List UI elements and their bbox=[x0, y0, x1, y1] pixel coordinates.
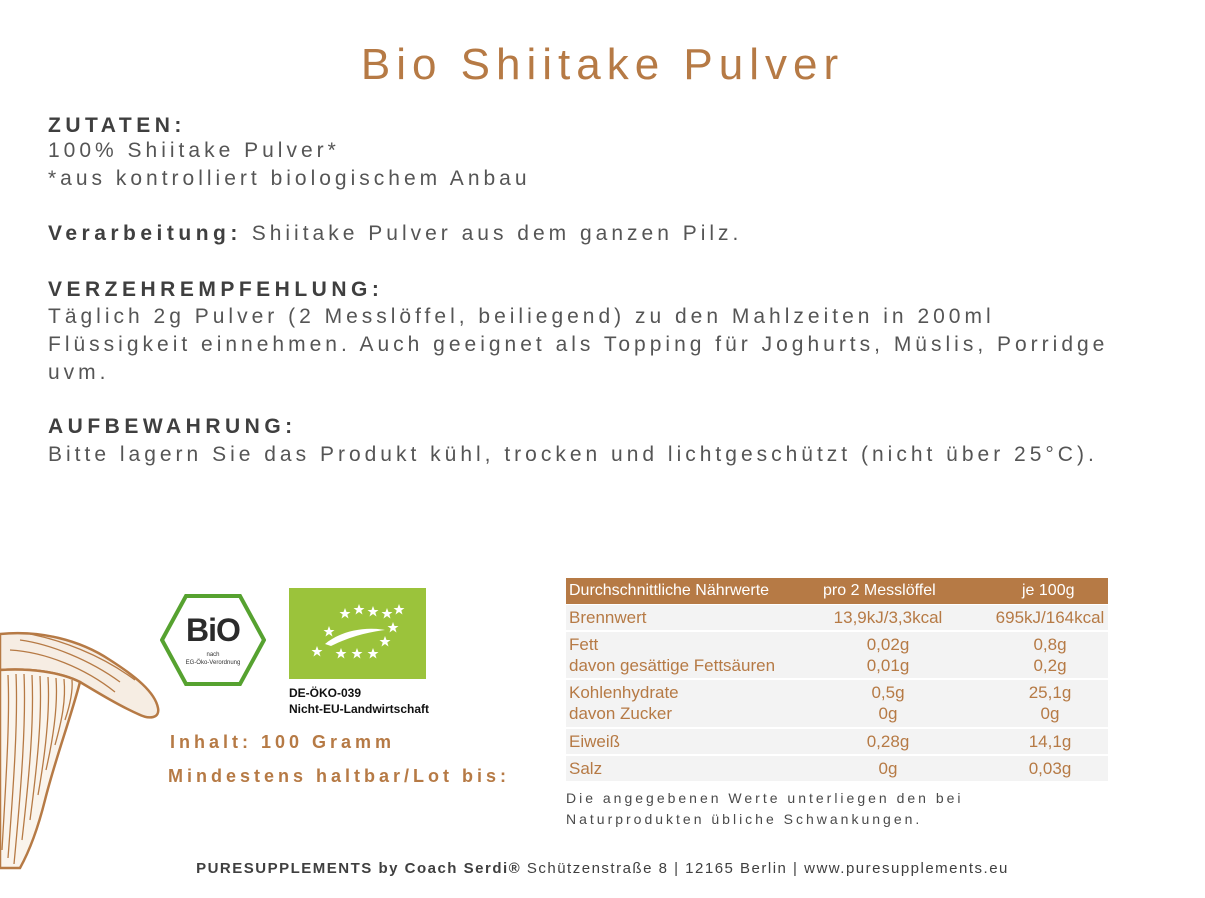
verzehr-line3: uvm. bbox=[48, 361, 110, 384]
nutrition-100g: 0g bbox=[1040, 704, 1060, 723]
zutaten-line1: 100% Shiitake Pulver* bbox=[48, 139, 340, 162]
nutrition-100g: 0,2g bbox=[1033, 656, 1067, 675]
table-row bbox=[566, 729, 1108, 754]
nutrition-serving: 0g bbox=[878, 759, 898, 778]
nutrition-note-line1: Die angegebenen Werte unterliegen den bei bbox=[566, 790, 964, 806]
zutaten-line2: *aus kontrolliert biologischem Anbau bbox=[48, 167, 531, 190]
footer-brand: PURESUPPLEMENTS by Coach Serdi® bbox=[196, 860, 522, 877]
nutrition-name: Salz bbox=[569, 759, 603, 778]
verzehr-heading: VERZEHREMPFEHLUNG: bbox=[48, 278, 384, 301]
nutrition-100g: 25,1g bbox=[1028, 683, 1072, 702]
inhalt-label: Inhalt: 100 Gramm bbox=[170, 732, 396, 752]
nutrition-serving: 0,02g bbox=[866, 635, 910, 654]
verarbeitung-text: Shiitake Pulver aus dem ganzen Pilz. bbox=[241, 222, 743, 245]
nutrition-note-line2: Naturprodukten übliche Schwankungen. bbox=[566, 811, 923, 827]
nutrition-serving: 0,5g bbox=[871, 683, 905, 702]
nutrition-serving: 0,28g bbox=[866, 732, 910, 751]
nutrition-serving: 13,9kJ/3,3kcal bbox=[833, 608, 943, 627]
table-row bbox=[566, 605, 1108, 630]
aufbewahrung-line1: Bitte lagern Sie das Produkt kühl, trocken und lichtgeschützt (nicht über 25°C). bbox=[48, 443, 1098, 466]
verzehr-line1: Täglich 2g Pulver (2 Messlöffel, beiliegend) zu den Mahlzeiten in 200ml bbox=[48, 305, 995, 328]
footer-address: Schützenstraße 8 | 12165 Berlin | www.puresupplements.eu bbox=[521, 860, 1009, 877]
verarbeitung-line bbox=[48, 222, 742, 246]
bio-seal-sub2: EG-Öko-Verordnung bbox=[185, 660, 241, 666]
nutrition-name: Kohlenhydrate bbox=[569, 683, 679, 702]
nutrition-header-col2: pro 2 Messlöffel bbox=[823, 582, 936, 599]
eu-origin: Nicht-EU-Landwirtschaft bbox=[289, 702, 430, 716]
verzehr-line2: Flüssigkeit einnehmen. Auch geeignet als Topping für Joghurts, Müslis, Porridge bbox=[48, 333, 1109, 356]
eu-code: DE-ÖKO-039 bbox=[289, 686, 362, 700]
bio-seal bbox=[160, 594, 266, 686]
nutrition-100g: 14,1g bbox=[1028, 732, 1072, 751]
zutaten-heading: ZUTATEN: bbox=[48, 114, 186, 137]
nutrition-name: Brennwert bbox=[569, 608, 647, 627]
mhd-label: Mindestens haltbar/Lot bis: bbox=[168, 766, 511, 786]
table-row bbox=[566, 680, 1108, 727]
nutrition-name: Eiweiß bbox=[569, 732, 621, 751]
nutrition-name: Fett bbox=[569, 635, 599, 654]
aufbewahrung-heading: AUFBEWAHRUNG: bbox=[48, 415, 297, 438]
nutrition-serving: 0,01g bbox=[866, 656, 910, 675]
page-title: Bio Shiitake Pulver bbox=[360, 40, 845, 89]
bio-seal-text: BiO bbox=[186, 612, 240, 648]
nutrition-serving: 0g bbox=[878, 704, 898, 723]
table-row bbox=[566, 756, 1108, 781]
eu-organic-leaf-icon bbox=[289, 588, 426, 679]
nutrition-100g: 0,03g bbox=[1028, 759, 1072, 778]
nutrition-name: davon gesättige Fettsäuren bbox=[569, 656, 776, 675]
footer bbox=[0, 860, 1205, 877]
nutrition-name: davon Zucker bbox=[569, 704, 672, 723]
nutrition-100g: 695kJ/164kcal bbox=[995, 608, 1105, 627]
bio-seal-sub1: nach bbox=[206, 652, 220, 658]
verarbeitung-label: Verarbeitung: bbox=[48, 222, 242, 245]
nutrition-header-col3: je 100g bbox=[1022, 582, 1075, 599]
nutrition-100g: 0,8g bbox=[1033, 635, 1067, 654]
table-row bbox=[566, 632, 1108, 678]
nutrition-header-col1: Durchschnittliche Nährwerte bbox=[569, 582, 770, 599]
nutrition-header bbox=[566, 578, 1108, 604]
mushroom-illustration bbox=[0, 620, 165, 870]
